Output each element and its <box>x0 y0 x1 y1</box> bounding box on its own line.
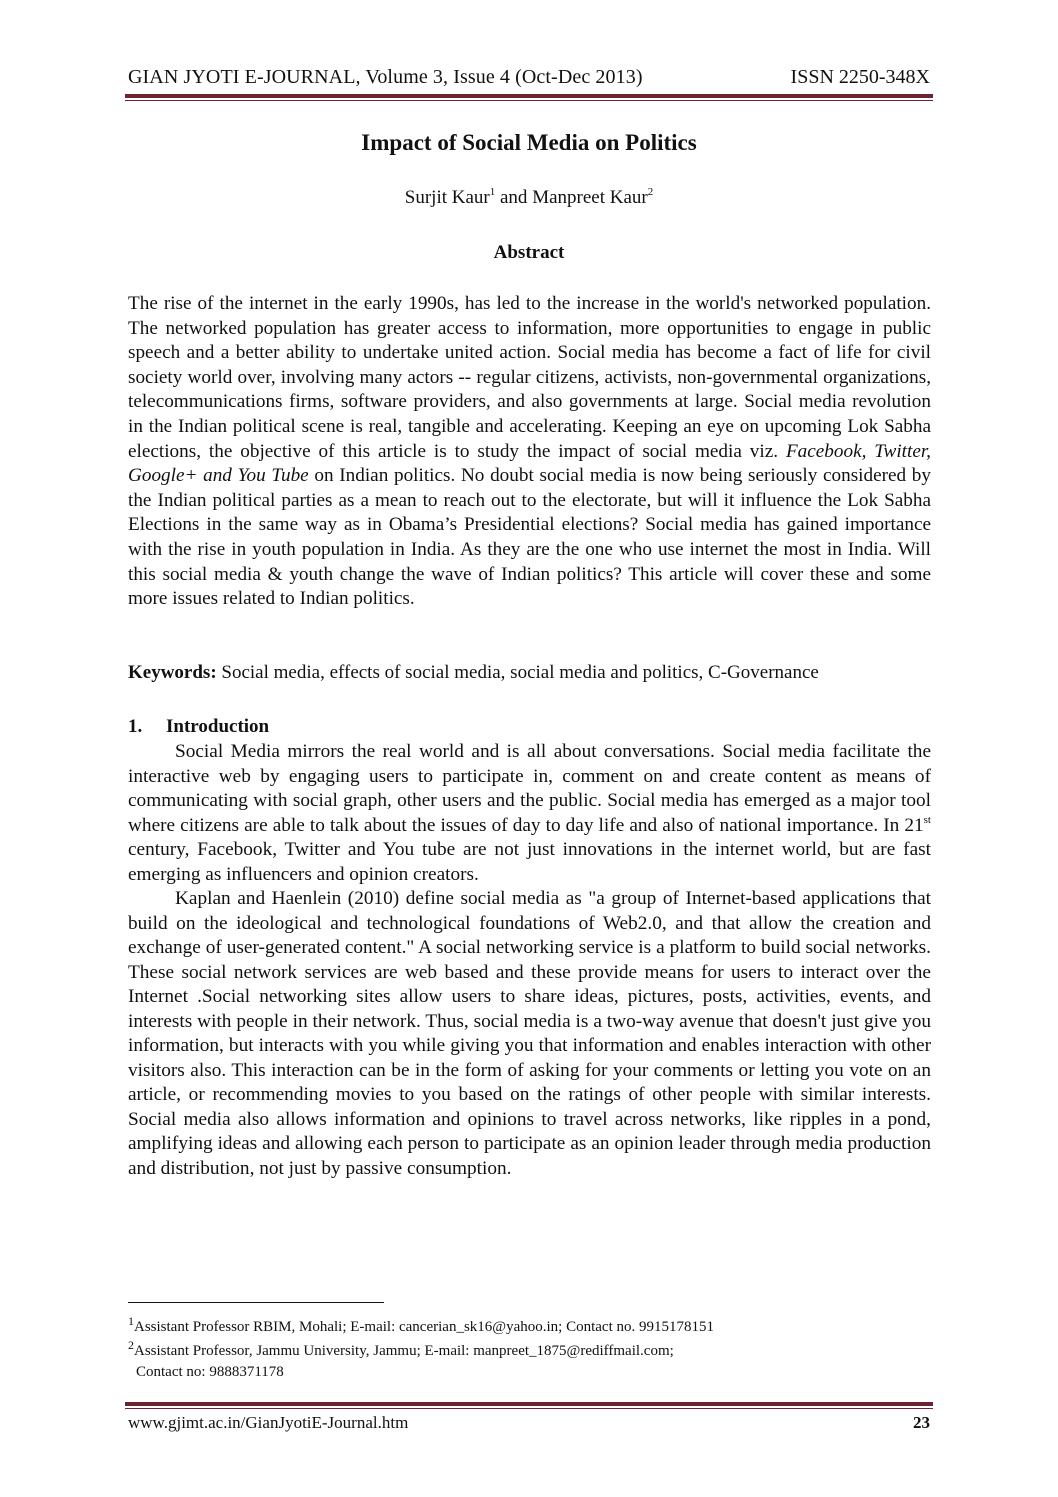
header-rule <box>125 94 933 98</box>
footnote-1-text: Assistant Professor RBIM, Mohali; E-mail: cancerian_sk16@yahoo.in; Contact no. 9915178151 <box>134 1319 714 1335</box>
author-1: Surjit Kaur <box>404 187 490 208</box>
author-2: Manpreet Kaur <box>532 187 648 208</box>
abstract-body <box>128 292 931 612</box>
author-1-footnote-mark: 1 <box>489 186 496 198</box>
footnote-1-mark: 1 <box>128 1314 134 1328</box>
intro-p1-text: Social Media mirrors the real world and is all about conversations. Social media facilitate the interactive web by engaging users to participate in, comment on and create content as means of communicating with social graph, other users and the public. Social media has emerged as a major tool where citizens are able to talk about the issues of day to day life and also of national importance. In 21 <box>128 741 931 836</box>
ordinal-superscript: st <box>923 813 931 826</box>
footer-rule <box>125 1402 933 1406</box>
intro-paragraph-1 <box>128 740 931 887</box>
author-line <box>0 186 1058 209</box>
section-number: 1. <box>128 716 143 737</box>
footnote-separator <box>128 1302 384 1303</box>
intro-paragraph-2: Kaplan and Haenlein (2010) define social media as "a group of Internet-based applications that build on the ideological and technological foundations of Web2.0, and that allow the creation and exchange of user-generated content." A social networking service is a platform to build social networks. These social network services are web based and these provide means for users to interact over the Internet .Social networking sites allow users to share ideas, pictures, posts, activities, events, and interests with people in their network. Thus, social media is a two-way avenue that doesn't just give you information, but interacts with you while giving you that information and enables interaction with other visitors also. This interaction can be in the form of asking for your comments or letting you vote on an article, or recommending movies to you based on the ratings of other people with similar interests. Social media also allows information and opinions to travel across networks, like ripples in a pond, amplifying ideas and allowing each person to participate as an opinion leader through media production and distribution, not just by passive consumption. <box>128 888 931 1179</box>
page-number: 23 <box>913 1413 930 1432</box>
footer-url[interactable]: www.gjimt.ac.in/GianJyotiE-Journal.htm <box>128 1413 409 1432</box>
abstract-heading: Abstract <box>493 242 565 263</box>
issn-label: ISSN 2250-348X <box>790 66 930 88</box>
journal-header: GIAN JYOTI E-JOURNAL, Volume 3, Issue 4 (Oct-Dec 2013) <box>128 66 643 88</box>
footnote-2-continued: Contact no: 9888371178 <box>136 1364 284 1380</box>
keywords-line <box>128 662 931 684</box>
abstract-platforms: Facebook, Twitter, Google+ and You Tube <box>128 440 931 487</box>
introduction-body <box>128 740 931 1181</box>
section-heading-introduction <box>128 716 269 738</box>
footnote-2-mark: 2 <box>128 1338 134 1352</box>
authors-conjunction: and <box>495 187 533 208</box>
footnote-2-text: Assistant Professor, Jammu University, Jammu; E-mail: manpreet_1875@rediffmail.com; <box>134 1343 674 1359</box>
abstract-text-2: on Indian politics. No doubt social media is now being seriously considered by the Indian political parties as a mean to reach out to the electorate, but will it influence the Lok Sabha Elections in the same way as in Obama’s Presidential elections? Social media has gained importance with the rise in youth population in India. As they are the one who use internet the most in India. Will this social media & youth change the wave of Indian politics? This article will cover these and some more issues related to Indian politics. <box>128 465 931 610</box>
section-title: Introduction <box>166 716 270 737</box>
paper-title: Impact of Social Media on Politics <box>361 130 697 155</box>
footnote-2 <box>128 1338 931 1360</box>
keywords-text: Social media, effects of social media, social media and politics, C-Governance <box>216 662 819 683</box>
author-2-footnote-mark: 2 <box>647 186 654 198</box>
footnote-1 <box>128 1314 931 1336</box>
footer-rule-thin <box>125 1408 933 1409</box>
intro-p1-text-end: century, Facebook, Twitter and You tube are not just innovations in the internet world, but are fast emerging as influencers and opinion creators. <box>128 839 931 885</box>
keywords-label: Keywords: <box>128 662 217 683</box>
abstract-text-1: The rise of the internet in the early 1990s, has led to the increase in the world's networked population. The networked population has greater access to information, more opportunities to engage in public speech and a better ability to undertake united action. Social media has become a fact of life for civil society world over, involving many actors -- regular citizens, activists, non-governmental organizations, telecommunications firms, software providers, and also governments at large. Social media revolution in the Indian political scene is real, tangible and accelerating. Keeping an eye on upcoming Lok Sabha elections, the objective of this article is to study the impact of social media viz. <box>128 293 931 462</box>
header-rule-thin <box>125 100 933 101</box>
